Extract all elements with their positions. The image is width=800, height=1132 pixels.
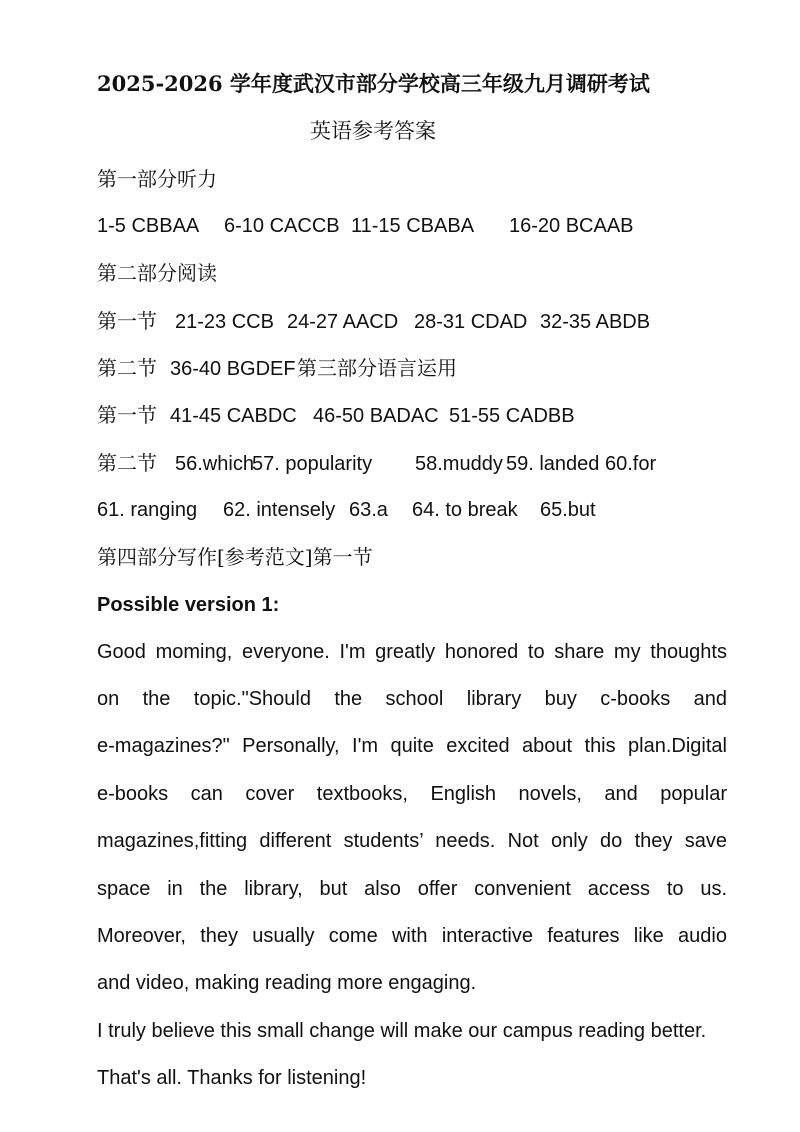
essay-line: I truly believe this small change will make our campus reading better. [97, 1020, 707, 1042]
section-label: 第一节 [97, 403, 157, 427]
essay-line: Moreover, they usually come with interactive features like audio [97, 925, 727, 947]
answer-group: 24-27 AACD [287, 311, 399, 333]
answer-group: 41-45 CABDC [170, 405, 297, 427]
part3-section2-row1 [97, 449, 656, 478]
answer-group: 21-23 CCB [175, 311, 274, 333]
answer-item: 59. landed [506, 453, 600, 475]
answer-group: 6-10 CACCB [224, 215, 340, 237]
section-label: 第二节 [97, 356, 157, 380]
answer-item: 62. intensely [223, 499, 336, 521]
essay-line: That's all. Thanks for listening! [97, 1067, 367, 1089]
part2-section2-row [97, 354, 457, 383]
part2-heading: 第二部分阅读 [97, 261, 217, 285]
answer-group: 16-20 BCAAB [509, 215, 634, 237]
answer-group: 28-31 CDAD [414, 311, 528, 333]
essay-line: e-magazines?" Personally, I'm quite excited about this plan.Digital [97, 735, 727, 757]
part2-section1-row [97, 307, 650, 336]
essay-line: magazines,fitting different students’ needs. Not only do they save [97, 830, 727, 852]
answer-item: 63.a [349, 499, 388, 521]
section-label: 第二节 [97, 451, 157, 475]
answer-group: 51-55 CADBB [449, 405, 575, 427]
page-title: 2025-2026 学年度武汉市部分学校高三年级九月调研考试 [97, 71, 650, 96]
answer-item: 64. to break [412, 499, 518, 521]
answer-item: 56.which [175, 453, 254, 475]
answer-group: 32-35 ABDB [540, 311, 651, 333]
essay-line: on the topic."Should the school library buy c-books and [97, 688, 727, 710]
part3-section1-row [97, 401, 575, 430]
section-label: 第一节 [97, 309, 157, 333]
part1-answers-row [97, 212, 634, 240]
essay-line: e-books can cover textbooks, English novels, and popular [97, 783, 727, 805]
version-label: Possible version 1: [97, 594, 280, 616]
answer-group: 1-5 CBBAA [97, 215, 200, 237]
part3-heading: 第三部分语言运用 [297, 356, 457, 380]
answer-group: 36-40 BGDEF [170, 358, 296, 380]
answer-group: 11-15 CBABA [351, 215, 475, 237]
answer-item: 61. ranging [97, 499, 198, 521]
answer-group: 46-50 BADAC [313, 405, 439, 427]
essay-line: and video, making reading more engaging. [97, 972, 477, 994]
part4-heading: 第四部分写作[参考范文]第一节 [97, 545, 373, 569]
part1-heading: 第一部分听力 [97, 167, 217, 191]
page-subtitle: 英语参考答案 [310, 119, 436, 143]
essay-line: space in the library, but also offer convenient access to us. [97, 878, 727, 900]
answer-item: 57. popularity [252, 453, 373, 475]
answer-item: 60.for [605, 453, 657, 475]
essay-line: Good moming, everyone. I'm greatly honored to share my thoughts [97, 641, 727, 663]
answer-item: 58.muddy [415, 453, 503, 475]
answer-item: 65.but [540, 499, 596, 521]
part3-section2-row2 [97, 496, 596, 524]
